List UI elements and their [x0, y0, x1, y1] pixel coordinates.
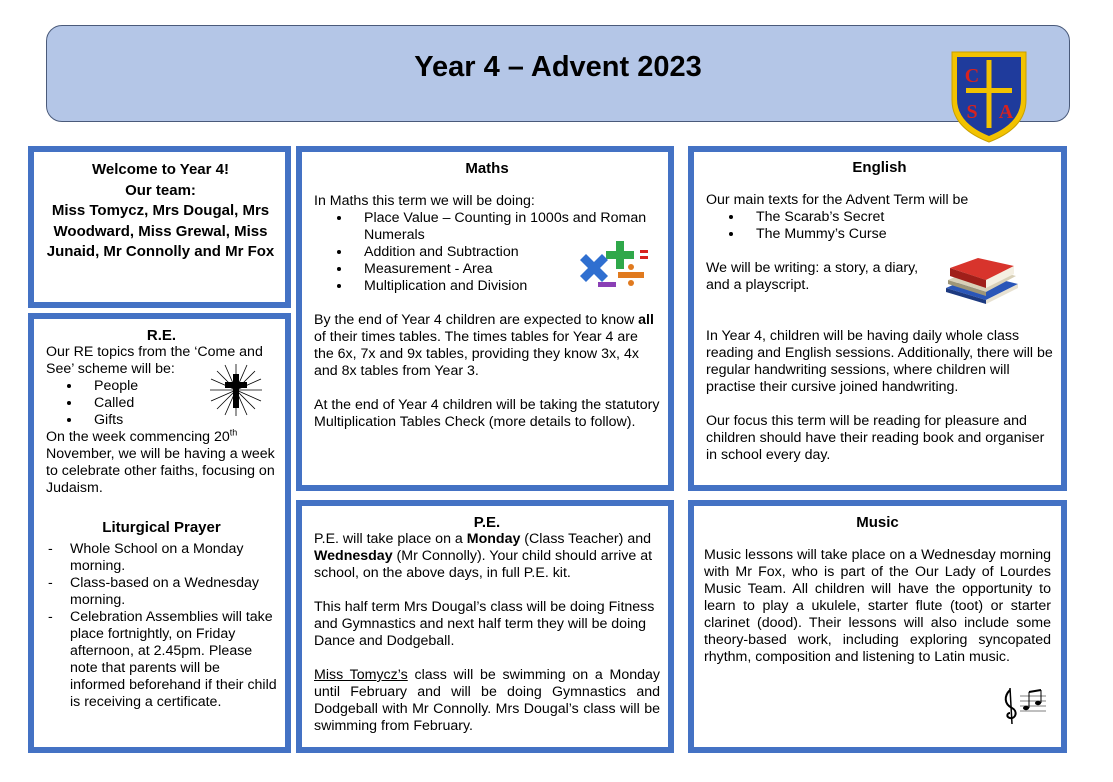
maths-topic: • Place Value – Counting in 1000s and Roman Numerals [352, 210, 660, 244]
english-title: English [852, 159, 907, 176]
page-header [46, 25, 1070, 122]
english-text-item: • The Scarab’s Secret [744, 209, 1053, 226]
maths-topic: • Multiplication and Division [352, 278, 660, 295]
prayer-item: - Celebration Assemblies will take place fortnightly, on Friday afternoon, at 2.45pm. Please note that parents will be informed beforehand if their child is receiving a certificate. [46, 609, 277, 711]
pe-box [296, 500, 674, 753]
pe-title: P.E. [473, 514, 501, 531]
music-text: Music lessons will take place on a Wednesday morning with Mr Fox, who is part of the Our Lady of Lourdes Music Team. All children will have the opportunity to learn to play a ukulele, starter flute (toot) or starter clarinet (dood). Their lessons will also include some theory-based work, including exploring syncopated rhythm, composition and listening to Latin music. [704, 547, 1051, 665]
welcome-heading: Welcome to Year 4! [91, 161, 229, 178]
re-title: R.E. [146, 327, 177, 344]
maths-symbols-icon [576, 238, 652, 294]
books-icon [940, 254, 1022, 306]
team-names: Miss Tomycz, Mrs Dougal, Mrs Woodward, Miss Grewal, Miss Junaid, Mr Connolly and Mr Fox [46, 202, 275, 260]
english-intro: Our main texts for the Advent Term will be [706, 192, 969, 208]
re-intro: Our RE topics from the ‘Come and See’ scheme will be: [46, 344, 263, 377]
maths-title: Maths [465, 160, 509, 177]
english-reading: In Year 4, children will be having daily whole class reading and English sessions. Additionally, there will be regular handwriting sessions, where children will practise their cursive joined handwriting. [706, 328, 1053, 395]
prayer-list [46, 541, 277, 711]
english-texts-list [706, 209, 1053, 243]
maths-topic: • Measurement - Area [352, 261, 660, 278]
english-box [688, 146, 1067, 491]
pe-dougal-class: This half term Mrs Dougal’s class will be doing Fitness and Gymnastics and next half term they will be doing Dance and Dodgeball. [314, 599, 655, 649]
english-writing: We will be writing: a story, a diary, and a playscript. [706, 260, 919, 293]
maths-topic: • Addition and Subtraction [352, 244, 660, 261]
maths-intro: In Maths this term we will be doing: [314, 193, 535, 209]
re-topic: • People [82, 378, 277, 395]
maths-box [296, 146, 674, 491]
team-heading: Our team: [125, 181, 196, 199]
re-week-text: On the week commencing 20th November, we will be having a week to celebrate other faiths, focusing on Judaism. [46, 427, 275, 496]
pe-schedule: P.E. will take place on a Monday (Class Teacher) and Wednesday (Mr Connolly). Your child should arrive at school, on the above days, in full P.E. kit. [314, 531, 653, 581]
crest-letter-s: S [966, 101, 978, 123]
welcome-box [28, 146, 291, 308]
re-topic: • Gifts [82, 412, 277, 429]
maths-tables-text: By the end of Year 4 children are expected to know all of their times tables. The times tables for Year 4 are the 6x, 7x and 9x tables, providing they know 3x, 4x and 8x tables from Year 3. [314, 312, 654, 379]
page-title: Year 4 – Advent 2023 [414, 51, 702, 83]
crest-letter-c: C [964, 65, 980, 87]
crest-icon [948, 48, 1030, 144]
music-notes-icon [1000, 686, 1048, 726]
music-title: Music [856, 514, 899, 531]
english-text-item: • The Mummy’s Curse [744, 226, 1053, 243]
english-focus: Our focus this term will be reading for pleasure and children should have their reading book and organiser in school every day. [706, 413, 1045, 463]
maths-check-text: At the end of Year 4 children will be taking the statutory Multiplication Tables Check (more details to follow). [314, 397, 660, 430]
re-topic: • Called [82, 395, 277, 412]
prayer-title: Liturgical Prayer [102, 519, 221, 536]
prayer-item: - Whole School on a Monday morning. [46, 541, 277, 575]
prayer-item: - Class-based on a Wednesday morning. [46, 575, 277, 609]
cross-icon [208, 362, 264, 418]
crest-letter-a: A [998, 101, 1014, 123]
pe-swimming: Miss Tomycz’s class will be swimming on a Monday until February and will be doing Gymnastics and Dodgeball with Mr Connolly. Mrs Dougal’s class will be swimming from February. [314, 667, 660, 734]
